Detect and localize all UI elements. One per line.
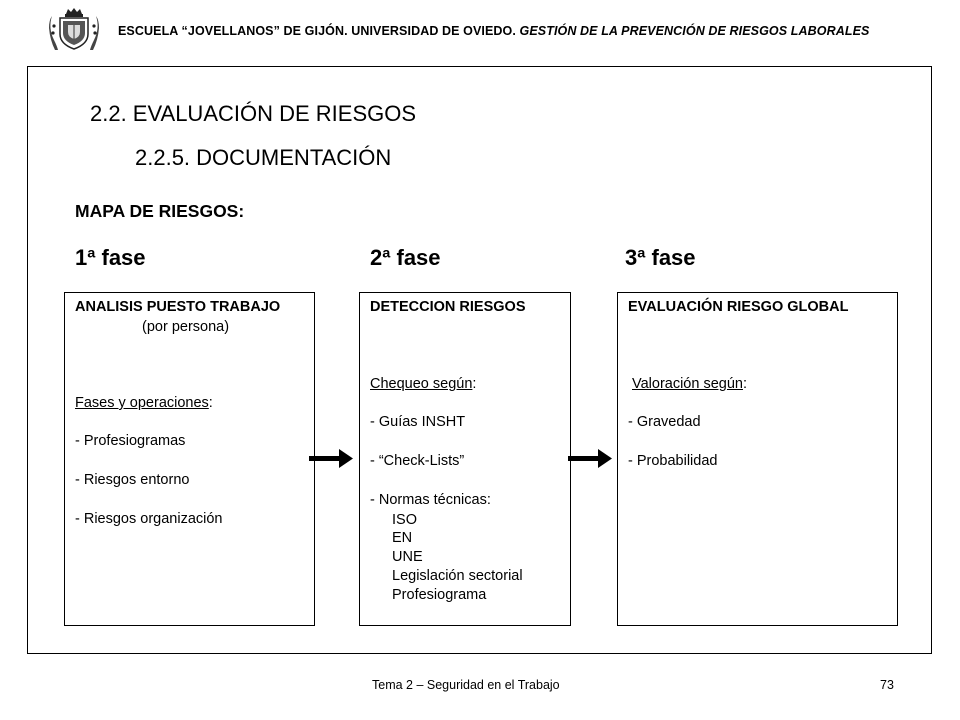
box3-title: EVALUACIÓN RIESGO GLOBAL [628, 299, 849, 315]
box2-subitem: ISO [392, 512, 417, 528]
box3-item: - Probabilidad [628, 453, 718, 469]
risk-detection-box [359, 292, 571, 626]
page-header [118, 24, 918, 38]
subsection-title: 2.2.5. DOCUMENTACIÓN [135, 145, 392, 170]
box1-list-heading [75, 394, 213, 413]
box2-list-heading [370, 375, 476, 394]
global-risk-evaluation-box [617, 292, 898, 626]
box3-list-heading [632, 375, 747, 394]
box1-list-heading-text: Fases y operaciones [75, 395, 209, 411]
box2-list-heading-text: Chequeo según [370, 376, 473, 392]
phase-3-label: 3ª fase [625, 245, 696, 270]
box2-item: - Guías INSHT [370, 414, 466, 430]
phase-1-label: 1ª fase [75, 245, 146, 270]
university-crest-logo [46, 6, 102, 52]
arrow-right-icon [307, 448, 355, 468]
box2-list-heading-colon: : [472, 376, 477, 392]
header-subject: GESTIÓN DE LA PREVENCIÓN DE RIESGOS LABORALES [519, 24, 870, 38]
box1-item: - Riesgos organización [75, 511, 223, 527]
box2-subitem: UNE [392, 549, 423, 565]
section-title: 2.2. EVALUACIÓN DE RIESGOS [90, 101, 417, 126]
phase-2-label: 2ª fase [370, 245, 441, 270]
box2-title: DETECCION RIESGOS [370, 299, 526, 315]
box1-title: ANALISIS PUESTO TRABAJO [75, 299, 281, 315]
footer-title: Tema 2 – Seguridad en el Trabajo [372, 678, 560, 692]
box1-item: - Riesgos entorno [75, 472, 190, 488]
arrow-right-icon [566, 448, 614, 468]
box2-item: - Normas técnicas: [370, 492, 491, 508]
box2-subitem: Legislación sectorial [392, 568, 523, 584]
page-number: 73 [880, 678, 894, 692]
box1-item: - Profesiogramas [75, 433, 186, 449]
box1-subtitle: (por persona) [142, 319, 230, 335]
risk-map-title: MAPA DE RIESGOS: [75, 201, 245, 221]
header-institution: ESCUELA “JOVELLANOS” DE GIJÓN. UNIVERSIDAD DE OVIEDO. [118, 24, 516, 38]
box2-item: - “Check-Lists” [370, 453, 465, 469]
box1-list-heading-colon: : [208, 395, 213, 411]
box3-list-heading-text: Valoración según [632, 376, 743, 392]
box3-item: - Gravedad [628, 414, 701, 430]
job-analysis-box [64, 292, 315, 626]
box3-list-heading-colon: : [742, 376, 748, 392]
box2-subitem: Profesiograma [392, 587, 487, 603]
box2-subitem: EN [392, 530, 413, 546]
